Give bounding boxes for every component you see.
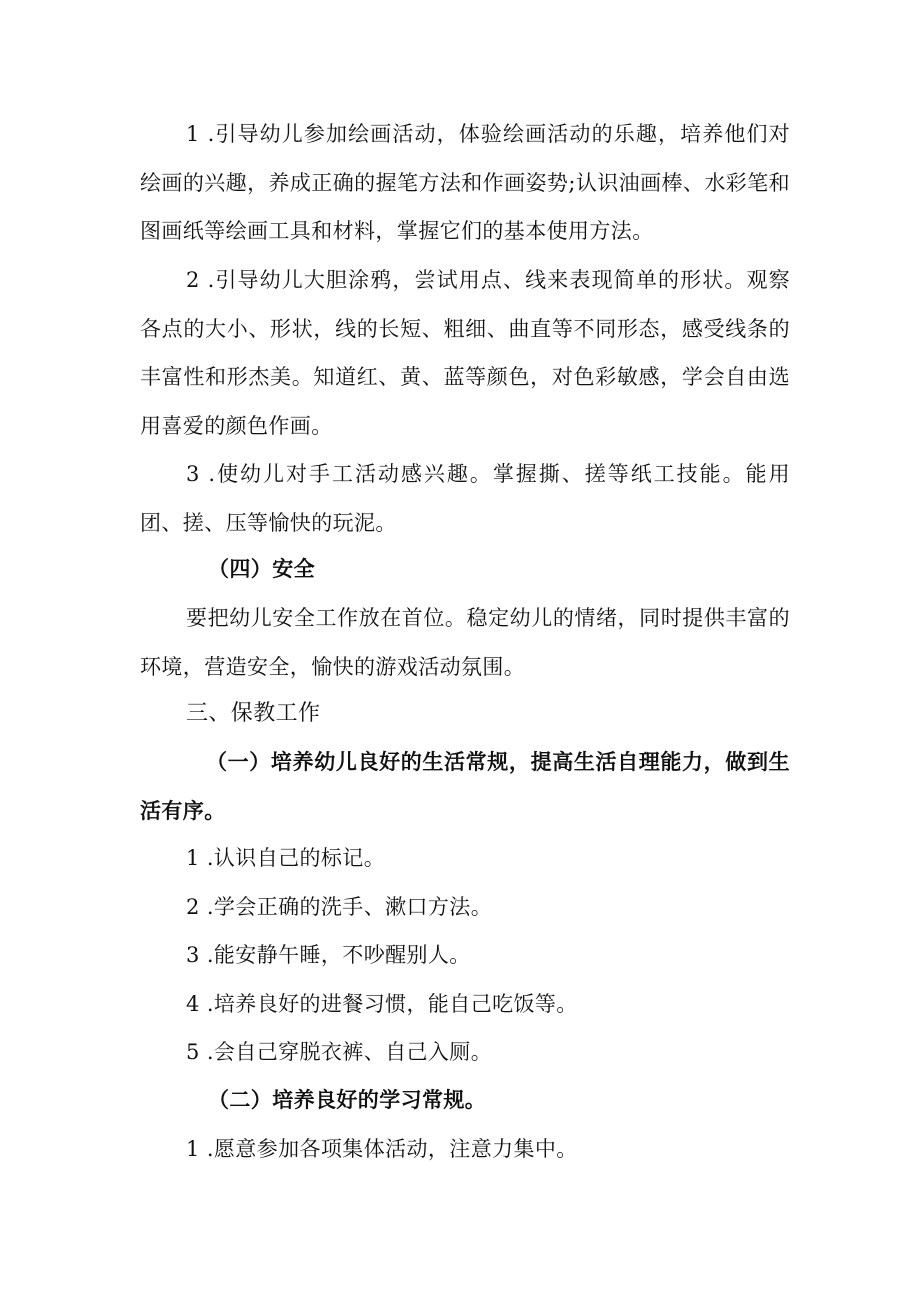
paragraph-handcraft: 3 .使幼儿对手工活动感兴趣。掌握撕、搓等纸工技能。能用团、搓、压等愉快的玩泥。: [140, 462, 790, 535]
heading-safety: （四）安全: [208, 556, 315, 581]
paragraph-drawing-activity: 1 .引导幼儿参加绘画活动，体验绘画活动的乐趣，培养他们对绘画的兴趣，养成正确的握笔方法和作画姿势;认识油画棒、水彩笔和图画纸等绘画工具和材料，掌握它们的基本使用方法。: [140, 122, 790, 243]
list-item-attention: 1 .愿意参加各项集体活动，注意力集中。: [186, 1137, 578, 1161]
list-item-wash: 2 .学会正确的洗手、漱口方法。: [186, 895, 493, 919]
list-item-eating: 4 .培养良好的进餐习惯，能自己吃饭等。: [186, 992, 578, 1016]
heading-study-routine: （二）培养良好的学习常规。: [208, 1087, 487, 1112]
paragraph-safety: 要把幼儿安全工作放在首位。稳定幼儿的情绪，同时提供丰富的环境，营造安全，愉快的游戏活动氛围。: [140, 606, 790, 679]
heading-care-education: 三、保教工作: [186, 701, 321, 726]
list-item-nap: 3 .能安静午睡，不吵醒别人。: [186, 943, 471, 967]
paragraph-scribble: 2 .引导幼儿大胆涂鸦，尝试用点、线来表现简单的形状。观察各点的大小、形状，线的长短、粗细、曲直等不同形态，感受线条的丰富性和形杰美。知道红、黄、蓝等颜色，对色彩敏感，学会自由选用喜爱的颜色作画。: [140, 268, 790, 438]
heading-life-routine: （一）培养幼儿良好的生活常规，提高生活自理能力，做到生活有序。: [140, 749, 790, 823]
list-item-mark: 1 .认识自己的标记。: [186, 846, 386, 870]
list-item-dressing: 5 .会自己穿脱衣裤、自己入厕。: [186, 1040, 493, 1064]
